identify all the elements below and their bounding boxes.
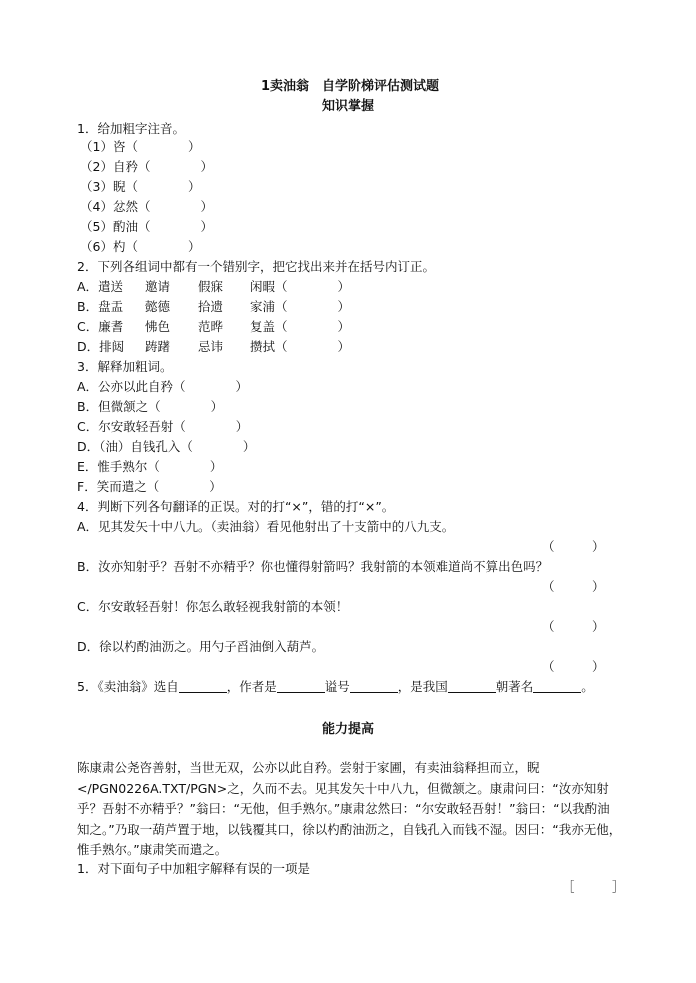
- q5-blank[interactable]: [179, 680, 227, 693]
- q4-item-a: A．见其发矢十中八九。（卖油翁）看见他射出了十支箭中的八九支。: [77, 519, 455, 534]
- q2-row-d-w4: 攒拭（ ）: [250, 339, 351, 354]
- q5-blank[interactable]: [277, 680, 325, 693]
- q2-row-b-w4: 家浦（ ）: [250, 299, 351, 314]
- q1-item: （3）睨（ ）: [80, 179, 201, 194]
- q2-row-a-w1: A．遣送: [77, 279, 124, 294]
- q2-row-b-w1: B．盘盂: [77, 299, 124, 314]
- q4-answer-paren-c: （ ）: [542, 619, 605, 634]
- passage-text: 陈康肃公尧咨善射，当世无双，公亦以此自矜。尝射于家圃，有卖油翁释担而立，睨</PGN0226A.TXT/PGN>之，久而不去。见其发矢十中八九，但微颔之。康肃问曰：“汝亦知射乎？吾射不亦精乎？”翁曰：“无他，但手熟尔。”康肃忿然曰：“尔安敢轻吾射！”翁曰：“以我酌油知之。”乃取一葫芦置于地，以钱覆其口，徐以杓酌油沥之，自钱孔入而钱不湿。因曰：“我亦无他，惟手熟尔。”康肃笑而遣之。: [77, 760, 622, 857]
- q4-answer-paren-d: （ ）: [542, 659, 605, 674]
- q4-item-b: B．汝亦知射乎？吾射不亦精乎？你也懂得射箭吗？我射箭的本领难道尚不算出色吗？: [77, 559, 549, 574]
- q3-item: E．惟手熟尔（ ）: [77, 459, 223, 474]
- q2-row-b-w3: 拾遗: [198, 299, 224, 314]
- q4-answer-paren-b: （ ）: [542, 579, 605, 594]
- q3-prompt: 3．解释加粗词。: [77, 359, 173, 374]
- q2-row-a-w3: 假寐: [198, 279, 224, 294]
- q3-item: F．笑而遣之（ ）: [77, 479, 222, 494]
- q1-prompt: 1．给加粗字注音。: [77, 121, 185, 136]
- q5-text: ，是我国: [397, 679, 448, 694]
- q4-item-d: D．徐以杓酌油沥之。用勺子舀油倒入葫芦。: [77, 639, 325, 654]
- q2-prompt: 2．下列各组词中都有一个错别字，把它找出来并在括号内订正。: [77, 259, 435, 274]
- q5-blank[interactable]: [350, 680, 398, 693]
- q5-blank[interactable]: [448, 680, 496, 693]
- q2-row-a-w2: 邀请: [145, 279, 171, 294]
- q2-row-c-w2: 怫色: [145, 319, 171, 334]
- q4-item-c: C．尔安敢轻吾射！你怎么敢轻视我射箭的本领！: [77, 599, 349, 614]
- pq1-answer-bracket: ［ ］: [562, 879, 625, 894]
- q2-row-d-w2: 踌躇: [145, 339, 171, 354]
- q5-text: 朝著名: [495, 679, 534, 694]
- section-heading-ability: 能力提高: [322, 722, 375, 737]
- q4-answer-paren-a: （ ）: [542, 539, 605, 554]
- q2-row-d-w1: D．排闼: [77, 339, 125, 354]
- pq1-prompt: 1．对下面句子中加粗字解释有误的一项是: [77, 861, 310, 876]
- q3-item: D．（油）自钱孔入（ ）: [77, 439, 256, 454]
- q1-item: （4）忿然（ ）: [80, 199, 213, 214]
- q2-row-c-w1: C．廉耆: [77, 319, 124, 334]
- q2-row-c-w4: 复盖（ ）: [250, 319, 351, 334]
- q2-row-c-w3: 范晔: [198, 319, 224, 334]
- q5-blank[interactable]: [533, 680, 581, 693]
- q1-item: （6）杓（ ）: [80, 239, 201, 254]
- section-heading-knowledge: 知识掌握: [322, 99, 375, 114]
- q5-text: 谥号: [324, 679, 350, 694]
- q1-item: （2）自矜（ ）: [80, 159, 213, 174]
- q5-line: [77, 678, 594, 696]
- q3-item: C．尔安敢轻吾射（ ）: [77, 419, 249, 434]
- page-title: 1卖油翁 自学阶梯评估测试题: [261, 79, 440, 94]
- q2-row-a-w4: 闲暇（ ）: [250, 279, 351, 294]
- q5-text: 5．《卖油翁》选自: [77, 679, 179, 694]
- q4-prompt: 4．判断下列各句翻译的正误。对的打“×”，错的打“×”。: [77, 499, 395, 514]
- q3-item: B．但微颔之（ ）: [77, 399, 224, 414]
- q1-item: （1）咨（ ）: [80, 139, 201, 154]
- q1-item: （5）酌油（ ）: [80, 219, 213, 234]
- q5-text: 。: [581, 679, 594, 694]
- q3-item: A．公亦以此自矜（ ）: [77, 379, 249, 394]
- q2-row-d-w3: 忌讳: [198, 339, 224, 354]
- q5-text: ，作者是: [226, 679, 277, 694]
- q2-row-b-w2: 懿德: [145, 299, 171, 314]
